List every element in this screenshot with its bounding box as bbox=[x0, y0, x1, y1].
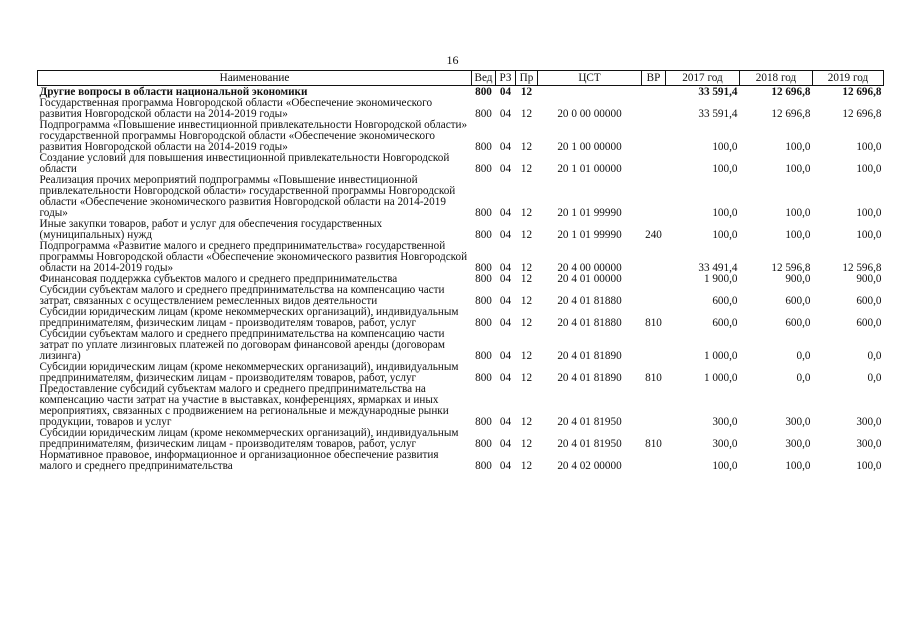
cell-ved: 800 bbox=[475, 372, 492, 384]
cell-cst: 20 1 01 00000 bbox=[557, 163, 622, 175]
cell-pr: 12 bbox=[520, 108, 533, 120]
table-row bbox=[38, 307, 884, 329]
cell-y2017: 100,0 bbox=[712, 229, 738, 241]
cell-vr bbox=[642, 175, 666, 219]
header-cst: ЦСТ bbox=[538, 71, 642, 86]
table-row bbox=[38, 120, 884, 153]
cell-rz: 04 bbox=[499, 416, 512, 428]
cell-name: Государственная программа Новгородской области «Обеспечение экономического развития Новгородской области на 2014-2019 годы» bbox=[39, 97, 433, 120]
header-ved: Вед bbox=[472, 71, 496, 86]
table-row bbox=[38, 98, 884, 120]
cell-y2019: 900,0 bbox=[856, 273, 882, 285]
cell-name: Создание условий для повышения инвестиционной привлекательности Новгородской области bbox=[39, 152, 450, 175]
cell-ved: 800 bbox=[475, 273, 492, 285]
cell-y2019: 300,0 bbox=[856, 416, 882, 428]
header-vr: ВР bbox=[642, 71, 666, 86]
table-row bbox=[38, 241, 884, 274]
cell-pr: 12 bbox=[520, 262, 533, 274]
cell-y2018: 300,0 bbox=[785, 416, 811, 428]
cell-y2019: 300,0 bbox=[856, 438, 882, 450]
table-header bbox=[38, 71, 884, 86]
header-2019: 2019 год bbox=[813, 71, 884, 86]
cell-y2019: 100,0 bbox=[856, 460, 882, 472]
cell-y2017: 1 000,0 bbox=[703, 350, 738, 362]
cell-cst: 20 4 01 81880 bbox=[557, 317, 622, 329]
cell-y2017: 33 491,4 bbox=[698, 262, 738, 274]
cell-vr: 810 bbox=[645, 372, 662, 384]
table-row bbox=[38, 219, 884, 241]
cell-rz: 04 bbox=[499, 207, 512, 219]
cell-name: Предоставление субсидий субъектам малого и среднего предпринимательства на компенсацию части затрат на участие в выставках, конференциях, ярмарках и иных мероприятиях, связанных с продвижением на региональные и международные рынки продукции, товаров и услуг bbox=[39, 383, 449, 428]
cell-name: Другие вопросы в области национальной экономики bbox=[39, 86, 308, 98]
cell-pr: 12 bbox=[520, 141, 533, 153]
header-rz: РЗ bbox=[496, 71, 516, 86]
cell-y2017: 600,0 bbox=[712, 317, 738, 329]
cell-cst: 20 4 01 81950 bbox=[557, 416, 622, 428]
cell-cst: 20 0 00 00000 bbox=[557, 108, 622, 120]
cell-ved: 800 bbox=[475, 163, 492, 175]
cell-rz: 04 bbox=[499, 460, 512, 472]
cell-y2019: 600,0 bbox=[856, 317, 882, 329]
cell-y2018: 100,0 bbox=[785, 460, 811, 472]
header-pr: Пр bbox=[516, 71, 538, 86]
cell-vr bbox=[642, 329, 666, 362]
cell-ved: 800 bbox=[475, 350, 492, 362]
cell-y2018: 300,0 bbox=[785, 438, 811, 450]
cell-vr bbox=[642, 384, 666, 428]
cell-vr bbox=[642, 98, 666, 120]
cell-y2019: 12 696,8 bbox=[842, 86, 882, 98]
header-2017: 2017 год bbox=[666, 71, 740, 86]
table-row bbox=[38, 450, 884, 472]
cell-y2017: 300,0 bbox=[712, 416, 738, 428]
cell-rz: 04 bbox=[499, 273, 512, 285]
cell-cst: 20 4 01 81890 bbox=[557, 350, 622, 362]
cell-pr: 12 bbox=[520, 350, 533, 362]
cell-cst: 20 1 01 99990 bbox=[557, 229, 622, 241]
cell-y2019: 0,0 bbox=[867, 350, 882, 362]
table-row bbox=[38, 153, 884, 175]
cell-vr: 810 bbox=[645, 438, 662, 450]
cell-y2019: 600,0 bbox=[856, 295, 882, 307]
page-number: 16 bbox=[446, 53, 459, 67]
header-2018: 2018 год bbox=[740, 71, 813, 86]
table-row bbox=[38, 329, 884, 362]
cell-vr bbox=[642, 274, 666, 285]
cell-y2019: 100,0 bbox=[856, 141, 882, 153]
cell-ved: 800 bbox=[475, 229, 492, 241]
cell-cst: 20 4 00 00000 bbox=[557, 262, 622, 274]
cell-pr: 12 bbox=[520, 460, 533, 472]
cell-ved: 800 bbox=[475, 86, 492, 98]
cell-y2017: 100,0 bbox=[712, 141, 738, 153]
cell-cst: 20 4 01 81880 bbox=[557, 295, 622, 307]
cell-rz: 04 bbox=[499, 350, 512, 362]
table-row bbox=[38, 384, 884, 428]
cell-ved: 800 bbox=[475, 207, 492, 219]
cell-y2019: 100,0 bbox=[856, 163, 882, 175]
cell-name: Реализация прочих мероприятий подпрограммы «Повышение инвестиционной привлекательности Новгородской области» государственной программы Новгородской области «Обеспечение экономического развития Новгородской области на 2014-2019 годы» bbox=[39, 174, 456, 219]
cell-rz: 04 bbox=[499, 317, 512, 329]
cell-cst: 20 1 00 00000 bbox=[557, 141, 622, 153]
cell-y2018: 0,0 bbox=[796, 372, 811, 384]
cell-ved: 800 bbox=[475, 460, 492, 472]
cell-pr: 12 bbox=[520, 295, 533, 307]
cell-y2017: 33 591,4 bbox=[698, 86, 738, 98]
cell-vr bbox=[642, 450, 666, 472]
cell-pr: 12 bbox=[520, 273, 533, 285]
cell-y2017: 1 000,0 bbox=[703, 372, 738, 384]
cell-rz: 04 bbox=[499, 438, 512, 450]
cell-y2017: 300,0 bbox=[712, 438, 738, 450]
cell-name: Субсидии юридическим лицам (кроме некоммерческих организаций), индивидуальным предпринимателям, физическим лицам - производителям товаров, работ, услуг bbox=[39, 427, 459, 450]
cell-y2018: 0,0 bbox=[796, 350, 811, 362]
cell-vr bbox=[642, 241, 666, 274]
cell-y2018: 900,0 bbox=[785, 273, 811, 285]
cell-vr bbox=[642, 120, 666, 153]
cell-pr: 12 bbox=[520, 416, 533, 428]
cell-rz: 04 bbox=[499, 86, 512, 98]
cell-name: Финансовая поддержка субъектов малого и среднего предпринимательства bbox=[39, 273, 398, 285]
cell-cst: 20 4 02 00000 bbox=[557, 460, 622, 472]
table-body bbox=[38, 86, 884, 473]
cell-name: Нормативное правовое, информационное и организационное обеспечение развития малого и среднего предпринимательства bbox=[39, 449, 439, 472]
header-row bbox=[38, 71, 884, 86]
table-row bbox=[38, 175, 884, 219]
cell-ved: 800 bbox=[475, 438, 492, 450]
cell-y2017: 33 591,4 bbox=[698, 108, 738, 120]
cell-y2019: 100,0 bbox=[856, 207, 882, 219]
cell-vr bbox=[642, 86, 666, 99]
cell-y2018: 100,0 bbox=[785, 141, 811, 153]
cell-ved: 800 bbox=[475, 108, 492, 120]
cell-ved: 800 bbox=[475, 141, 492, 153]
budget-table bbox=[37, 70, 884, 472]
cell-rz: 04 bbox=[499, 163, 512, 175]
cell-rz: 04 bbox=[499, 108, 512, 120]
cell-name: Субсидии субъектам малого и среднего предпринимательства на компенсацию части затрат, связанных с осуществлением ремесленных видов деятельности bbox=[39, 284, 445, 307]
cell-name: Иные закупки товаров, работ и услуг для обеспечения государственных (муниципальных) нужд bbox=[39, 218, 383, 241]
cell-rz: 04 bbox=[499, 141, 512, 153]
cell-pr: 12 bbox=[520, 86, 533, 98]
cell-ved: 800 bbox=[475, 295, 492, 307]
cell-y2017: 1 900,0 bbox=[703, 273, 738, 285]
cell-y2017: 600,0 bbox=[712, 295, 738, 307]
cell-y2019: 100,0 bbox=[856, 229, 882, 241]
cell-cst: 20 4 01 81890 bbox=[557, 372, 622, 384]
cell-pr: 12 bbox=[520, 207, 533, 219]
cell-pr: 12 bbox=[520, 163, 533, 175]
cell-rz: 04 bbox=[499, 229, 512, 241]
table-row bbox=[38, 285, 884, 307]
cell-pr: 12 bbox=[520, 317, 533, 329]
cell-name: Подпрограмма «Развитие малого и среднего предпринимательства» государственной программы Новгородской области «Обеспечение экономического развития Новгородской области на 2014-2019 годы» bbox=[39, 240, 468, 274]
cell-pr: 12 bbox=[520, 372, 533, 384]
cell-vr: 810 bbox=[645, 317, 662, 329]
cell-y2018: 100,0 bbox=[785, 229, 811, 241]
cell-name: Субсидии юридическим лицам (кроме некоммерческих организаций), индивидуальным предпринимателям, физическим лицам - производителям товаров, работ, услуг bbox=[39, 306, 459, 329]
cell-y2017: 100,0 bbox=[712, 460, 738, 472]
cell-y2019: 0,0 bbox=[867, 372, 882, 384]
cell-y2018: 100,0 bbox=[785, 163, 811, 175]
cell-y2019: 12 696,8 bbox=[842, 108, 882, 120]
cell-y2019: 12 596,8 bbox=[842, 262, 882, 274]
table-row bbox=[38, 428, 884, 450]
header-name: Наименование bbox=[38, 71, 472, 86]
cell-y2018: 600,0 bbox=[785, 317, 811, 329]
cell-ved: 800 bbox=[475, 416, 492, 428]
cell-name: Подпрограмма «Повышение инвестиционной привлекательности Новгородской области» государственной программы Новгородской области «Обеспечение экономического развития Новгородской области на 2014-2019 годы» bbox=[39, 119, 468, 153]
cell-rz: 04 bbox=[499, 295, 512, 307]
cell-y2017: 100,0 bbox=[712, 207, 738, 219]
cell-y2018: 600,0 bbox=[785, 295, 811, 307]
table-row bbox=[38, 362, 884, 384]
cell-ved: 800 bbox=[475, 317, 492, 329]
cell-cst: 20 1 01 99990 bbox=[557, 207, 622, 219]
cell-name: Субсидии субъектам малого и среднего предпринимательства на компенсацию части затрат по уплате лизинговых платежей по договорам финансовой аренды (договорам лизинга) bbox=[39, 328, 445, 362]
cell-vr: 240 bbox=[645, 229, 662, 241]
cell-y2018: 12 696,8 bbox=[771, 86, 811, 98]
cell-y2017: 100,0 bbox=[712, 163, 738, 175]
cell-cst bbox=[538, 86, 642, 99]
cell-y2018: 12 696,8 bbox=[771, 108, 811, 120]
cell-vr bbox=[642, 153, 666, 175]
cell-cst: 20 4 01 00000 bbox=[557, 273, 622, 285]
cell-vr bbox=[642, 285, 666, 307]
cell-rz: 04 bbox=[499, 262, 512, 274]
cell-name: Субсидии юридическим лицам (кроме некоммерческих организаций), индивидуальным предпринимателям, физическим лицам - производителям товаров, работ, услуг bbox=[39, 361, 459, 384]
cell-rz: 04 bbox=[499, 372, 512, 384]
cell-cst: 20 4 01 81950 bbox=[557, 438, 622, 450]
cell-pr: 12 bbox=[520, 229, 533, 241]
cell-ved: 800 bbox=[475, 262, 492, 274]
cell-pr: 12 bbox=[520, 438, 533, 450]
cell-y2018: 100,0 bbox=[785, 207, 811, 219]
cell-y2018: 12 596,8 bbox=[771, 262, 811, 274]
